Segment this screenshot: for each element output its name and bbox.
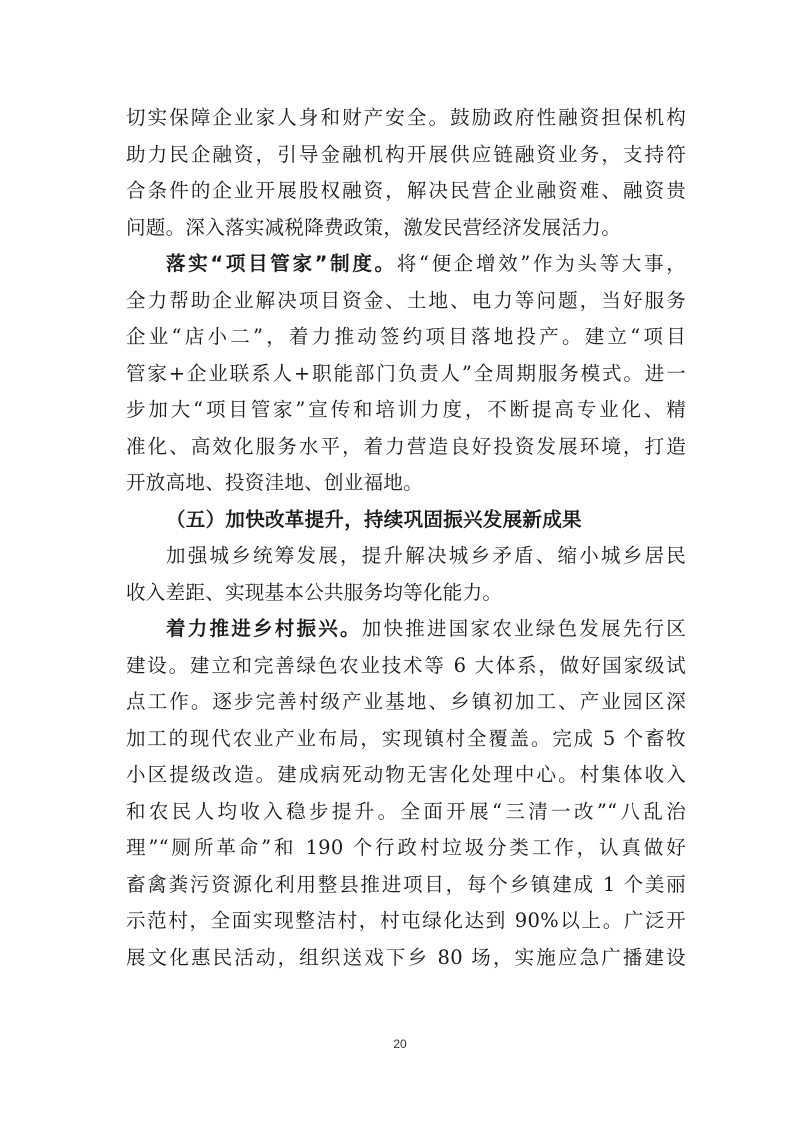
paragraph-line — [126, 246, 686, 283]
paragraph-text: 将“便企增效”作为头等大事， — [396, 252, 687, 275]
paragraph-line: 理”“厕所革命”和 190 个行政村垃圾分类工作，认真做好 — [126, 836, 686, 859]
paragraph-line: 企业“店小二”，着力推动签约项目落地投产。建立“项目 — [126, 325, 686, 348]
paragraph-line: 和农民人均收入稳步提升。全面开展“三清一改”“八乱治 — [126, 799, 686, 823]
body-text — [126, 100, 686, 976]
paragraph-line: 准化、高效化服务水平，着力营造良好投资发展环境，打造 — [126, 434, 686, 458]
paragraph-line: 加强城乡统筹发展，提升解决城乡矛盾、缩小城乡居民 — [166, 544, 686, 567]
paragraph-line: 示范村，全面实现整洁村，村屯绿化达到 90%以上。广泛开 — [126, 909, 686, 932]
paragraph-line: 合条件的企业开展股权融资，解决民营企业融资难、融资贵 — [126, 179, 686, 202]
paragraph-line: 全力帮助企业解决项目资金、土地、电力等问题，当好服务 — [126, 288, 686, 312]
paragraph-line: 收入差距、实现基本公共服务均等化能力。 — [126, 580, 503, 604]
paragraph-line: 小区提级改造。建成病死动物无害化处理中心。村集体收入 — [126, 763, 686, 786]
bold-lead-rural-revitalization: 着力推进乡村振兴。 — [166, 617, 362, 640]
paragraph-line: 加工的现代农业产业布局，实现镇村全覆盖。完成 5 个畜牧 — [126, 726, 686, 750]
section-heading: （五）加快改革提升，持续巩固振兴发展新成果 — [166, 507, 582, 531]
page-number: 20 — [393, 1037, 407, 1051]
paragraph-line: 展文化惠民活动，组织送戏下乡 80 场，实施应急广播建设 — [126, 945, 686, 969]
paragraph-line: 助力民企融资，引导金融机构开展供应链融资业务，支持符 — [126, 142, 686, 166]
paragraph-line — [126, 611, 686, 648]
paragraph-text: 加快推进国家农业绿色发展先行区 — [361, 617, 686, 640]
paragraph-line: 问题。深入落实减税降费政策，激发民营经济发展活力。 — [126, 215, 622, 239]
paragraph-line: 开放高地、投资洼地、创业福地。 — [126, 471, 424, 494]
paragraph-line: 步加大“项目管家”宣传和培训力度，不断提高专业化、精 — [126, 398, 686, 421]
bold-lead-project-steward: 落实“项目管家”制度。 — [166, 252, 397, 275]
paragraph-line: 切实保障企业家人身和财产安全。鼓励政府性融资担保机构 — [126, 106, 686, 129]
paragraph-line: 畜禽粪污资源化利用整县推进项目，每个乡镇建成 1 个美丽 — [126, 872, 686, 896]
paragraph-line: 建设。建立和完善绿色农业技术等 6 大体系，做好国家级试 — [126, 653, 686, 677]
paragraph-line: 管家+企业联系人+职能部门负责人”全周期服务模式。进一 — [126, 361, 686, 385]
paragraph-line: 点工作。逐步完善村级产业基地、乡镇初加工、产业园区深 — [126, 690, 686, 713]
